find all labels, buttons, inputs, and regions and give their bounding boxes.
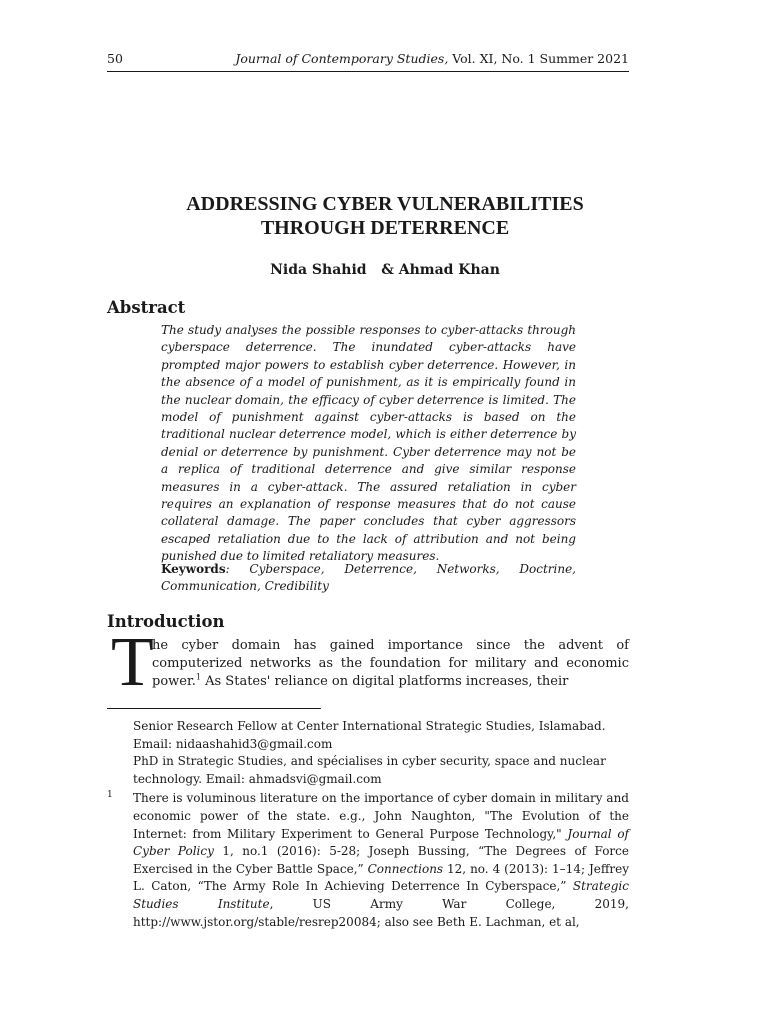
footnote-separator (107, 708, 321, 709)
introduction-text (152, 637, 629, 692)
drop-cap: T (111, 624, 154, 701)
footnote-1 (107, 790, 629, 931)
footnote-1-part-c: 1, no.1 (2016): 5-28; Joseph Bussing, “The Degrees of Force Exercised in the Cyber Battle Space,” (133, 844, 629, 876)
title-line-2: THROUGH DETERRENCE (260, 217, 510, 239)
title-line-1: ADDRESSING CYBER VULNERABILITIES (186, 193, 584, 215)
article-title (107, 192, 663, 240)
header-rule (107, 71, 629, 72)
running-header (107, 50, 629, 70)
intro-text-part-2: As States' reliance on digital platforms increases, their (200, 674, 569, 690)
author-affiliation-1 (107, 718, 629, 753)
author-affiliation-2-line-1: PhD in Strategic Studies, and spécialises in cyber security, space and nuclear (133, 754, 606, 769)
footnote-1-connections-title: Connections (367, 861, 444, 876)
footnote-1-journal-title: Journal of Cyber Policy (133, 826, 629, 859)
page-number: 50 (107, 51, 123, 66)
author-affiliation-2-line-2: technology. Email: ahmadsvi@gmail.com (133, 771, 382, 786)
footnote-1-part-g: , US Army War College, 2019, http://www.jstor.org/stable/resrep20084; also see Beth E. Lachman, et al, (133, 896, 629, 929)
footnote-1-part-e: 12, no. 4 (2013): 1–14; Jeffrey L. Caton, “The Army Role In Achieving Deterrence In Cyberspace,” (133, 861, 629, 894)
abstract-text: The study analyses the possible responses to cyber-attacks through cyberspace deterrence. The inundated cyber-attacks have prompted major powers to establish cyber deterrence. However, in the absence of a model of punishment, as it is empirically found in the nuclear domain, the efficacy of cyber deterrence is limited. The model of punishment against cyber-attacks is based on the traditional nuclear deterrence model, which is either deterrence by denial or deterrence by punishment. Cyber deterrence may not be a replica of traditional deterrence and give similar response measures in a cyber-attack. The assured retaliation in cyber requires an explanation of response measures that do not cause collateral damage. The paper concludes that cyber aggressors escaped retaliation due to the lack of attribution and not being punished due to limited retaliatory measures. (161, 323, 576, 564)
footnote-1-institute-title: Strategic Studies Institute (133, 879, 629, 911)
intro-text-part-1: he cyber domain has gained importance since the advent of computerized networks as the foundation for military and economic power. (152, 638, 629, 690)
introduction-heading: Introduction (107, 612, 225, 631)
journal-name: Journal of Contemporary Studies, (235, 51, 449, 66)
footnote-ref-1: 1 (195, 673, 201, 683)
author-affiliation-1-line-2: Email: nidaashahid3@gmail.com (133, 736, 333, 751)
footnote-1-text (133, 790, 629, 931)
journal-citation (235, 50, 629, 68)
footnotes (107, 718, 629, 931)
footnote-1-marker: 1 (107, 790, 113, 801)
author-affiliation-2 (107, 753, 629, 788)
abstract-heading: Abstract (107, 298, 186, 317)
keywords-label: Keywords (161, 562, 226, 576)
author-names: Nida Shahid & Ahmad Khan (270, 262, 500, 278)
footnote-1-part-a: There is voluminous literature on the importance of cyber domain in military and economic power of the state. e.g., John Naughton, "The Evolution of the Internet: from Military Experiment to General Purpose Technology," (133, 791, 629, 841)
journal-issue: Vol. XI, No. 1 Summer 2021 (448, 51, 629, 66)
keywords (161, 561, 576, 596)
author-affiliation-1-line-1: Senior Research Fellow at Center International Strategic Studies, Islamabad. (133, 719, 606, 733)
keywords-list: : Cyberspace, Deterrence, Networks, Doctrine, Communication, Credibility (161, 562, 576, 594)
